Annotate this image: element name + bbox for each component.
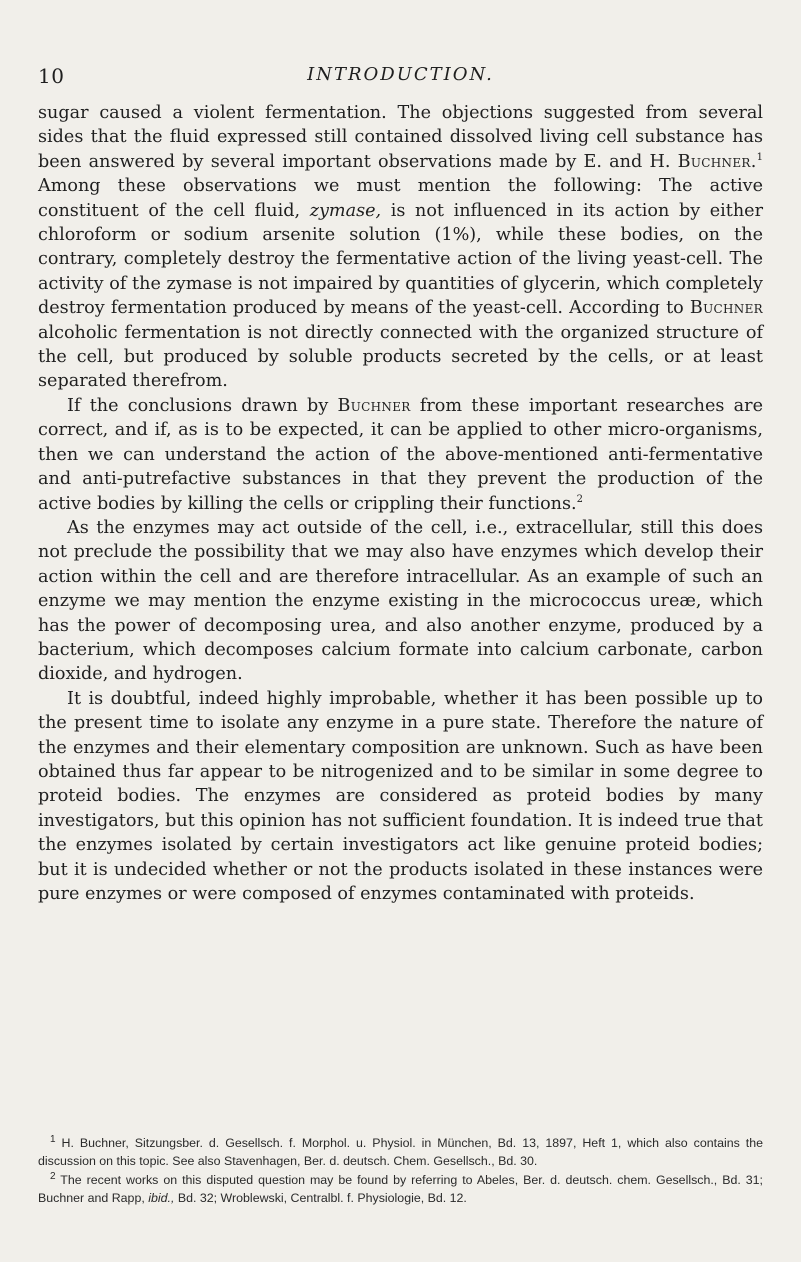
paragraph-text: Among these observations we must mention the following: The active constituent of the cell fluid, (38, 176, 763, 221)
footnote-marker: 1 (50, 1133, 56, 1145)
footnotes (38, 1134, 763, 1208)
running-head: INTRODUCTION. (307, 64, 494, 85)
footnote-2 (38, 1171, 763, 1208)
paragraph-2 (38, 394, 763, 516)
emphasized-term: zymase, (309, 200, 382, 221)
footnote-text: Bd. 32; Wroblewski, Centralbl. f. Physiologie, Bd. 12. (174, 1191, 467, 1206)
footnote-ref: 1 (756, 151, 763, 163)
author-name: Buchner. (677, 151, 757, 172)
footnote-text: H. Buchner, Sitzungsber. d. Gesellsch. f. Morphol. u. Physiol. in München, Bd. 13, 1897, Heft 1, which also contains the discussion on this topic. See also Stavenhagen, Ber. d. deutsch. Chem. Gesellsch., Bd. 30. (38, 1136, 763, 1169)
page-header (38, 64, 763, 88)
footnote-marker: 2 (50, 1170, 56, 1182)
footnote-emphasis: ibid., (148, 1191, 175, 1206)
paragraph-3: As the enzymes may act outside of the cell, i.e., extracellular, still this does not preclude the possibility that we may also have enzymes which develop their action within the cell and are therefore intracellular. As an example of such an enzyme we may mention the enzyme existing in the micrococcus ureæ, which has the power of decomposing urea, and also another enzyme, produced by a bacterium, which decomposes calcium formate into calcium carbonate, carbon dioxide, and hydrogen. (38, 517, 763, 685)
paragraph-text: alcoholic fermentation is not directly connected with the organized structure of the cell, but produced by soluble products secreted by the cells, or at least separated therefrom. (38, 322, 763, 392)
paragraph-4: It is doubtful, indeed highly improbable, whether it has been possible up to the present time to isolate any enzyme in a pure state. Therefore the nature of the enzymes and their elementary composition are unknown. Such as have been obtained thus far appear to be nitrogenized and to be similar in some degree to proteid bodies. The enzymes are considered as proteid bodies by many investigators, but this opinion has not sufficient foundation. It is indeed true that the enzymes isolated by certain investigators act like genuine proteid bodies; but it is undecided whether or not the products isolated in these instances were pure enzymes or were composed of enzymes contaminated with proteids. (38, 688, 763, 904)
footnote-1 (38, 1134, 763, 1171)
paragraph-text: If the conclusions drawn by (67, 395, 338, 416)
author-name: Buchner (689, 298, 763, 319)
paragraph-1 (38, 101, 763, 394)
body-text (38, 101, 763, 906)
footnote-text: The recent works on this disputed question may be found by referring to Abeles, Ber. d. deutsch. chem. Gesellsch., Bd. 31; Buchner and Rapp, (38, 1172, 763, 1206)
paragraph-text: from these important researches are correct, and if, as is to be expected, it can be applied to other micro-organisms, then we can understand the action of the above-mentioned anti-fermentative and anti-putrefactive substances in that they prevent the production of the active bodies by killing the cells or crippling their functions. (38, 395, 763, 514)
footnote-ref: 2 (576, 493, 583, 505)
author-name: Buchner (337, 395, 411, 416)
paragraph-text: sugar caused a violent fermentation. The objections suggested from several sides that the fluid expressed still contained dissolved living cell substance has been answered by several important observations made by E. and H. (38, 103, 763, 172)
page-number: 10 (38, 64, 65, 88)
paragraph-text: is not influenced in its action by either chloroform or sodium arsenite solution (1%), while these bodies, on the contrary, completely destroy the fermentative action of the living yeast-cell. The activity of the zymase is not impaired by quantities of glycerin, which completely destroy fermentation produced by means of the yeast-cell. According to (38, 200, 764, 319)
